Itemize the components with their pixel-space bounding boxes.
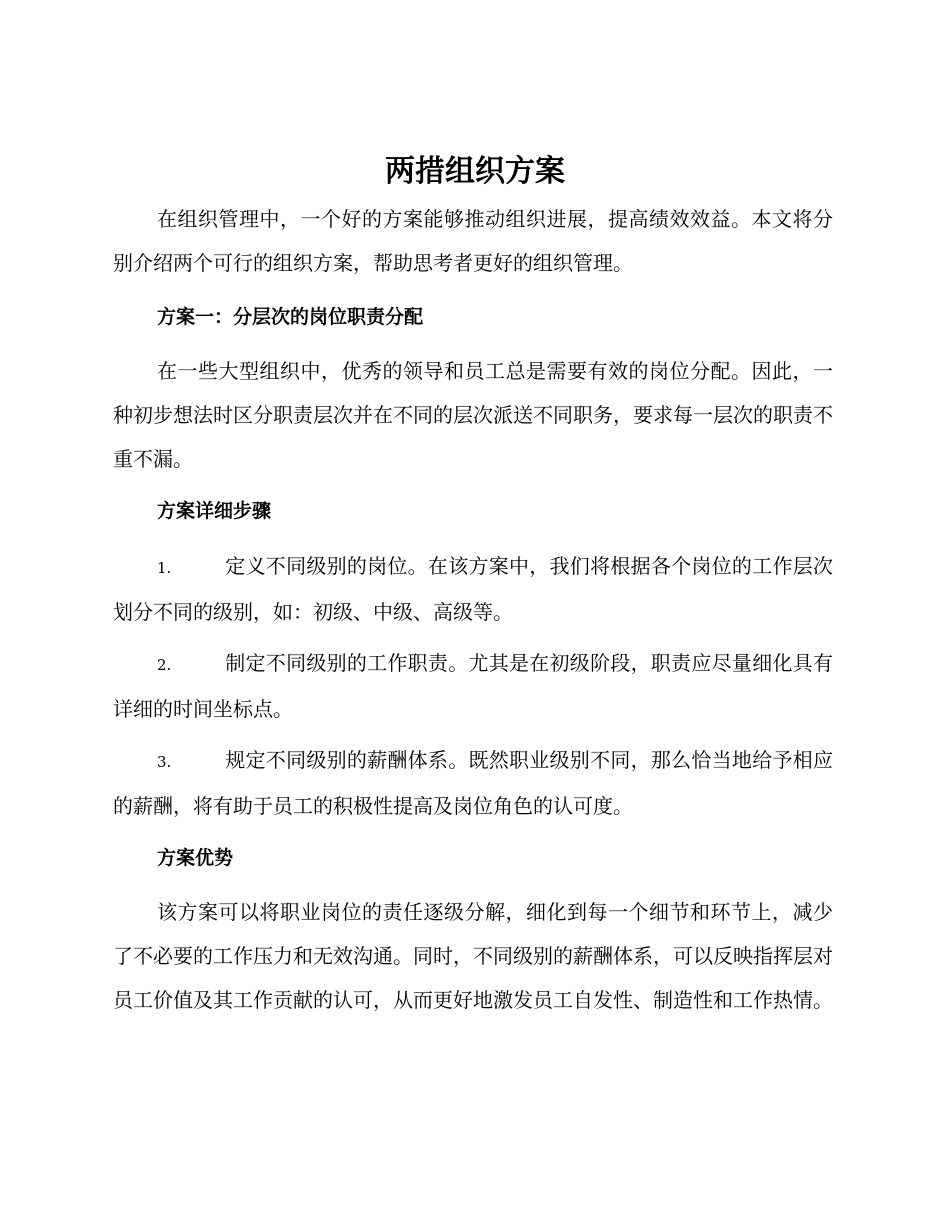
step-text: 定义不同级别的岗位。在该方案中，我们将根据各个岗位的工作层次划分不同的级别，如：初级、中级、高级等。 [113, 554, 833, 624]
intro-paragraph: 在组织管理中，一个好的方案能够推动组织进展，提高绩效效益。本文将分别介绍两个可行的组织方案，帮助思考者更好的组织管理。 [113, 207, 833, 275]
step-number: 3. [157, 753, 172, 771]
plan1-paragraph: 在一些大型组织中，优秀的领导和员工总是需要有效的岗位分配。因此，一种初步想法时区分职责层次并在不同的层次派送不同职务，要求每一层次的职责不重不漏。 [113, 359, 833, 471]
advantages-heading: 方案优势 [157, 847, 234, 869]
step-number: 2. [157, 656, 172, 674]
plan1-heading: 方案一：分层次的岗位职责分配 [157, 306, 424, 328]
advantages-paragraph: 该方案可以将职业岗位的责任逐级分解，细化到每一个细节和环节上，减少了不必要的工作压力和无效沟通。同时，不同级别的薪酬体系，可以反映指挥层对员工价值及其工作贡献的认可，从而更好地激发员工自发性、制造性和工作热情。 [113, 900, 833, 1012]
step-item [113, 544, 833, 634]
step-item [113, 641, 833, 731]
step-item [113, 738, 833, 828]
step-text: 制定不同级别的工作职责。尤其是在初级阶段，职责应尽量细化具有详细的时间坐标点。 [113, 651, 833, 721]
step-text: 规定不同级别的薪酬体系。既然职业级别不同，那么恰当地给予相应的薪酬，将有助于员工的积极性提高及岗位角色的认可度。 [113, 748, 833, 818]
document-title: 两措组织方案 [385, 154, 565, 189]
steps-heading: 方案详细步骤 [157, 500, 272, 522]
step-number: 1. [157, 559, 172, 577]
